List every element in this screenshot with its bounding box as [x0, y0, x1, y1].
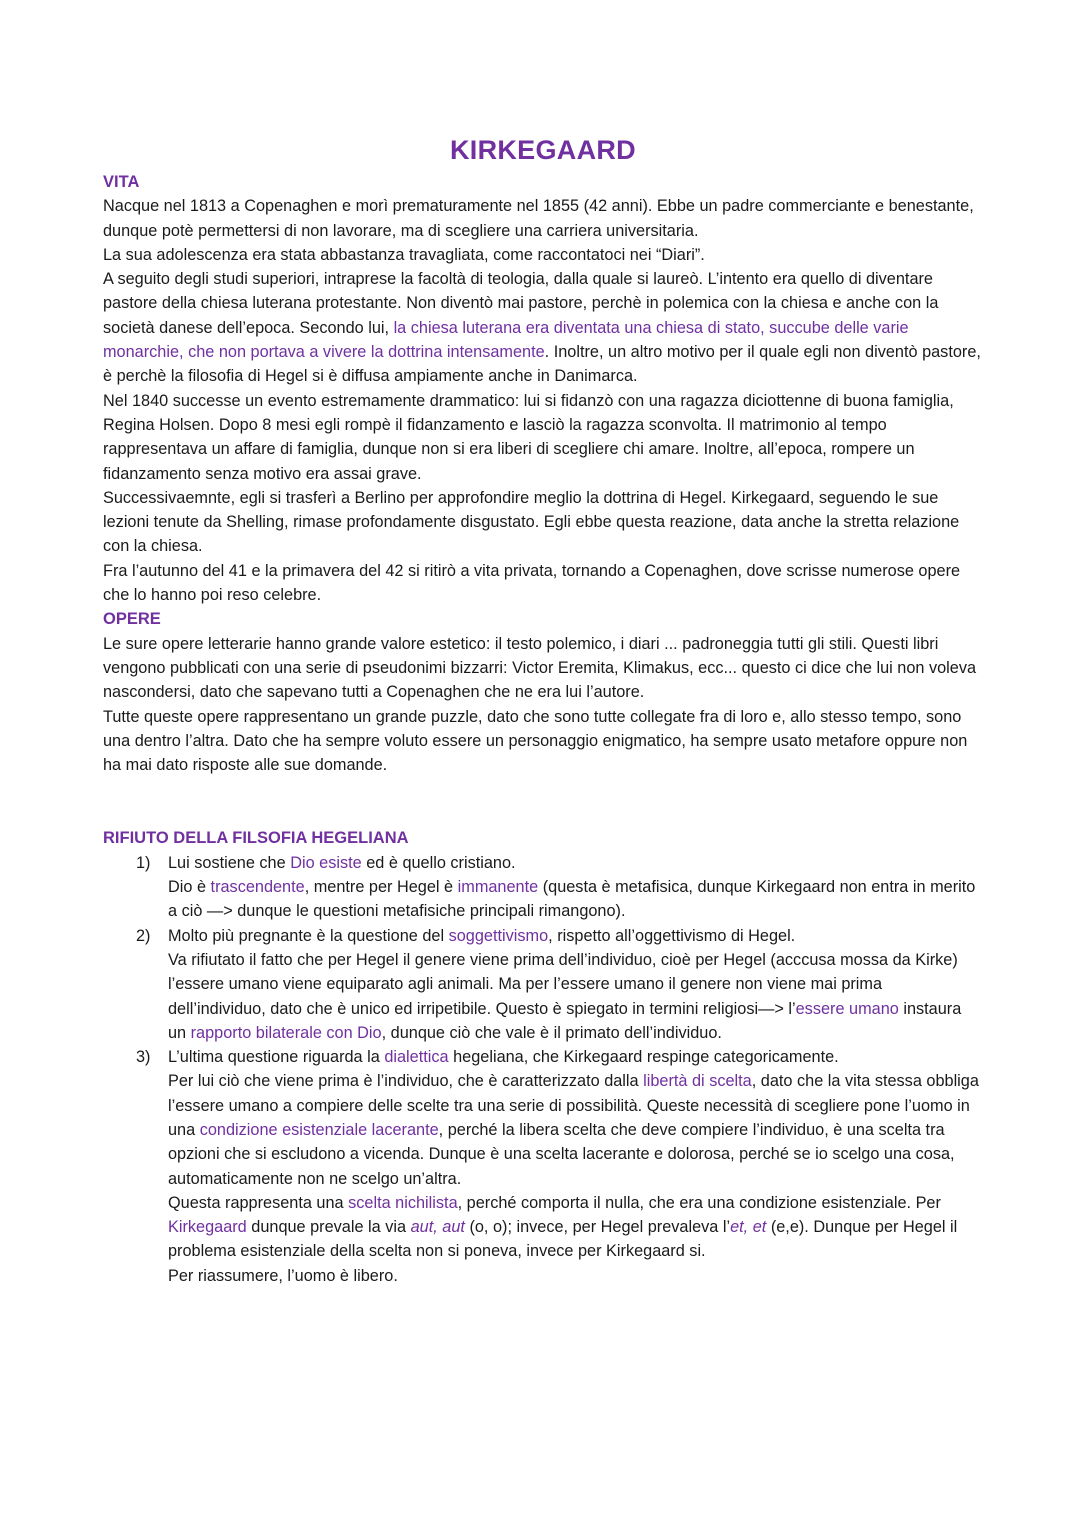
section-heading-rifiuto: RIFIUTO DELLA FILSOFIA HEGELIANA [103, 829, 409, 848]
highlighted-text: la chiesa luterana era diventata una chiesa di stato, succube delle varie monarchie, che non portava a vivere la dottrina intensamente [103, 318, 909, 362]
paragraph: Molto più pregnante è la questione del soggettivismo, rispetto all’oggettivismo di Hegel. [168, 926, 796, 945]
numbered-list [103, 851, 983, 1288]
section-body [103, 632, 983, 778]
paragraph: Dio è trascendente, mentre per Hegel è immanente (questa è metafisica, dunque Kirkegaard non entra in merito a ciò —> dunque le questioni metafisiche principali rimangono). [168, 878, 976, 921]
section-spacer [103, 777, 983, 826]
document-title: KIRKEGAARD [449, 135, 636, 165]
paragraph: Per lui ciò che viene prima è l’individuo, che è caratterizzato dalla libertà di scelta, dato che la vita stessa obbliga l’essere umano a compiere delle scelte tra una serie di possibilità. Queste necessità di scegliere pone l’uomo in una condizione esistenziale lacerante, perché la libera scelta che deve compiere l’individuo, è una scelta tra opzioni che si escludono a vicenda. Dunque è una scelta lacerante e dolorosa, perché se io scelgo una cosa, automaticamente non ne scelgo un’altra. [168, 1072, 979, 1188]
paragraph: Fra l’autunno del 41 e la primavera del 42 si ritirò a vita privata, tornando a Copenaghen, dove scrisse numerose opere che lo hanno poi reso celebre. [103, 561, 961, 605]
list-number: 1) [136, 853, 151, 872]
highlighted-text: essere umano [795, 999, 899, 1018]
section-vita [103, 170, 983, 607]
paragraph: Va rifiutato il fatto che per Hegel il genere viene prima dell’individuo, cioè per Hegel (acccusa mossa da Kirke) l’essere umano viene equiparato agli animali. Ma per l’essere umano il genere non viene mai prima dell’individuo, dato che è unico ed irripetibile. Questo è spiegato in termini religiosi—> l’essere umano instaura un rapporto bilaterale con Dio, dunque ciò che vale è il primato dell’individuo. [168, 950, 962, 1042]
highlighted-text: Kirkegaard [168, 1218, 247, 1237]
section-rifiuto [103, 826, 983, 1288]
paragraph: Tutte queste opere rappresentano un grande puzzle, dato che sono tutte collegate fra di loro e, allo stesso tempo, sono una dentro l’altra. Dato che ha sempre voluto essere un personaggio enigmatico, ha sempre usato metafore oppure non ha mai dato risposte alle sue domande. [103, 707, 968, 775]
paragraph: Questa rappresenta una scelta nichilista, perché comporta il nulla, che era una condizione esistenziale. Per Kirkegaard dunque prevale la via aut, aut (o, o); invece, per Hegel prevaleva l’et, et (e,e). Dunque per Hegel il problema esistenziale della scelta non si poneva, invece per Kirkegaard si. [168, 1193, 958, 1261]
paragraph: Nel 1840 successe un evento estremamente drammatico: lui si fidanzò con una ragazza diciottenne di buona famiglia, Regina Holsen. Dopo 8 mesi egli rompè il fidanzamento e lasciò la ragazza sconvolta. Il matrimonio al tempo rappresentava un affare di famiglia, dunque non si era liberi di scegliere chi amare. Inoltre, all’epoca, rompere un fidanzamento senza motivo era assai grave. [103, 391, 954, 483]
highlighted-text: rapporto bilaterale con Dio [190, 1023, 382, 1042]
paragraph: Lui sostiene che Dio esiste ed è quello cristiano. [168, 853, 516, 872]
highlighted-text: aut, aut [410, 1218, 465, 1237]
highlighted-text: libertà di scelta [643, 1072, 752, 1091]
paragraph: Per riassumere, l’uomo è libero. [168, 1266, 398, 1285]
paragraph: Le sure opere letterarie hanno grande valore estetico: il testo polemico, i diari ... padroneggia tutti gli stili. Questi libri vengono pubblicati con una serie di pseudonimi bizzarri: Victor Eremita, Klimakus, ecc... questo ci dice che lui non voleva nascondersi, dato che sapevano tutti a Copenaghen che ne era lui l’autore. [103, 634, 977, 702]
highlighted-text: dialettica [384, 1048, 449, 1067]
paragraph: Successivaemnte, egli si trasferì a Berlino per approfondire meglio la dottrina di Hegel. Kirkegaard, seguendo le sue lezioni tenute da Shelling, rimase profondamente disgustato. Egli ebbe questa reazione, data anche la stretta relazione con la chiesa. [103, 488, 960, 556]
list-item [103, 924, 983, 1045]
highlighted-text: Dio esiste [290, 853, 362, 872]
list-item-body [168, 851, 983, 924]
highlighted-text: immanente [457, 878, 539, 897]
highlighted-text: scelta nichilista [348, 1193, 458, 1212]
highlighted-text: soggettivismo [448, 926, 549, 945]
list-number: 2) [136, 926, 151, 945]
highlighted-text: trascendente [210, 878, 305, 897]
list-item-body [168, 924, 983, 1045]
paragraph: La sua adolescenza era stata abbastanza travagliata, come raccontatoci nei “Diari”. [103, 245, 705, 264]
paragraph: A seguito degli studi superiori, intraprese la facoltà di teologia, dalla quale si laureò. L’intento era quello di diventare pastore della chiesa luterana protestante. Non diventò mai pastore, perchè in polemica con la chiesa e anche con la società danese dell’epoca. Secondo lui, la chiesa luterana era diventata una chiesa di stato, succube delle varie monarchie, che non portava a vivere la dottrina intensamente. Inoltre, un altro motivo per il quale egli non diventò pastore, è perchè la filosofia di Hegel si è diffusa ampiamente anche in Danimarca. [103, 270, 981, 386]
list-item [103, 851, 983, 924]
section-heading-vita: VITA [103, 173, 140, 191]
highlighted-text: et, et [730, 1218, 767, 1237]
list-number: 3) [136, 1048, 151, 1067]
document-page [103, 133, 983, 1288]
section-body [103, 194, 983, 607]
list-item-body [168, 1045, 983, 1288]
section-opere [103, 607, 983, 777]
highlighted-text: condizione esistenziale lacerante [199, 1120, 439, 1139]
paragraph: Nacque nel 1813 a Copenaghen e morì prematuramente nel 1855 (42 anni). Ebbe un padre commerciante e benestante, dunque potè permettersi di non lavorare, ma di scegliere una carriera universitaria. [103, 197, 974, 240]
paragraph: L’ultima questione riguarda la dialettica hegeliana, che Kirkegaard respinge categoricamente. [168, 1048, 839, 1067]
list-item [103, 1045, 983, 1288]
section-heading-opere: OPERE [103, 610, 161, 629]
